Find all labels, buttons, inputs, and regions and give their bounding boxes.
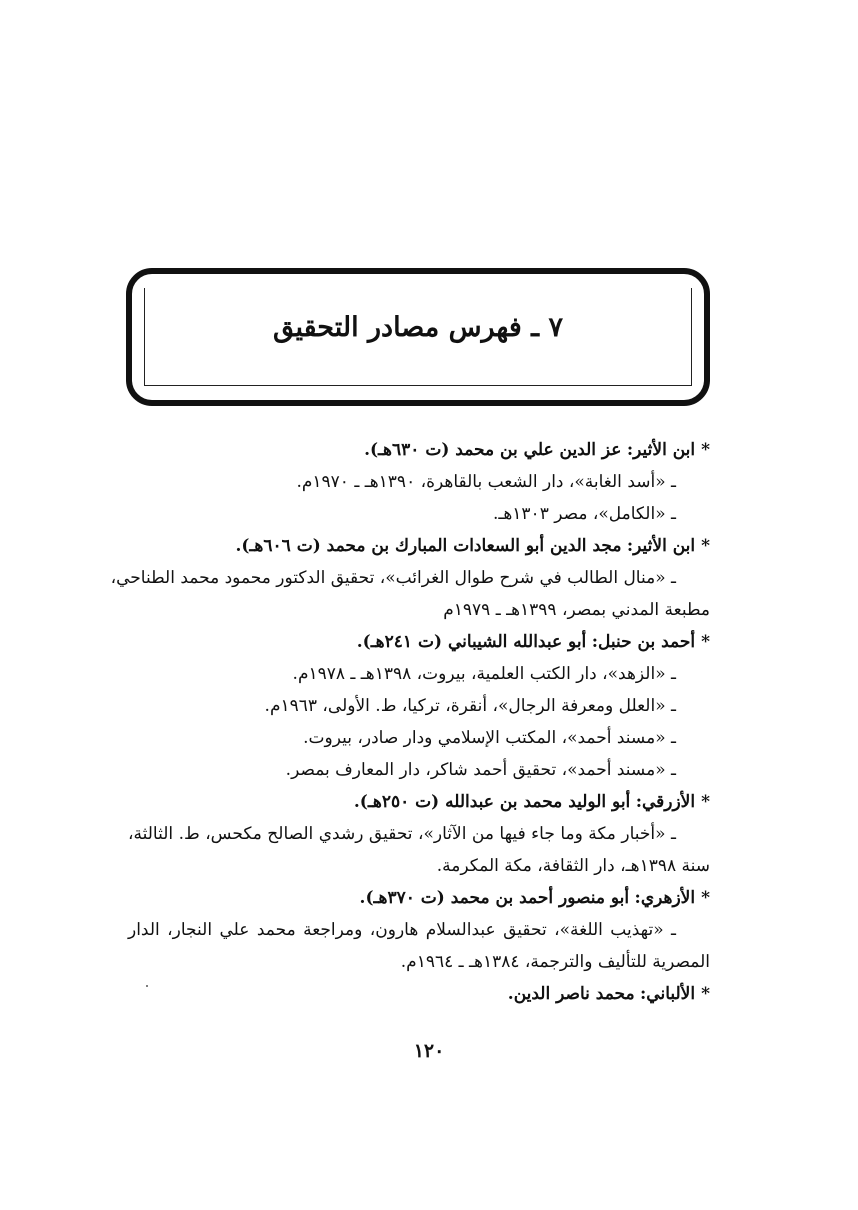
reference-work: ـ «أخبار مكة وما جاء فيها من الآثار»، تحقيق رشدي الصالح مكحس، ط. الثالثة، <box>128 824 676 844</box>
author-details: مجد الدين أبو السعادات المبارك بن محمد (ت ٦٠٦هـ). <box>235 536 622 556</box>
reference-entry <box>128 434 710 466</box>
bullet-star: * <box>701 792 710 812</box>
reference-work-continuation: سنة ١٣٩٨هـ، دار الثقافة، مكة المكرمة. <box>436 856 710 876</box>
reference-entry <box>128 882 710 914</box>
author-name: الألباني: <box>640 984 696 1004</box>
author-details: أبو عبدالله الشيباني (ت ٢٤١هـ). <box>356 632 587 652</box>
reference-work: ـ «الكامل»، مصر ١٣٠٣هـ. <box>492 504 676 524</box>
reference-work: ـ «مسند أحمد»، المكتب الإسلامي ودار صادر، بيروت. <box>303 728 676 748</box>
reference-work: ـ «أسد الغابة»، دار الشعب بالقاهرة، ١٣٩٠هـ ـ ١٩٧٠م. <box>296 472 676 492</box>
author-details: محمد ناصر الدين. <box>507 984 635 1004</box>
reference-work-continuation: مطبعة المدني بمصر، ١٣٩٩هـ ـ ١٩٧٩م <box>443 600 710 620</box>
reference-work: ـ «تهذيب اللغة»، تحقيق عبدالسلام هارون، ومراجعة محمد علي النجار، الدار <box>128 920 676 940</box>
bullet-star: * <box>701 888 710 908</box>
bullet-star: * <box>701 632 710 652</box>
reference-work: ـ «الزهد»، دار الكتب العلمية، بيروت، ١٣٩٨هـ ـ ١٩٧٨م. <box>292 664 676 684</box>
page-number: ١٢٠ <box>413 1040 445 1062</box>
author-name: الأزهري: <box>634 888 696 908</box>
reference-work-continuation: المصرية للتأليف والترجمة، ١٣٨٤هـ ـ ١٩٦٤م. <box>400 952 710 972</box>
author-name: ابن الأثير: <box>626 536 696 556</box>
author-name: ابن الأثير: <box>626 440 696 460</box>
author-details: أبو الوليد محمد بن عبدالله (ت ٢٥٠هـ). <box>353 792 631 812</box>
reference-entry <box>128 626 710 658</box>
author-name: الأزرقي: <box>635 792 696 812</box>
reference-work: ـ «مسند أحمد»، تحقيق أحمد شاكر، دار المعارف بمصر. <box>285 760 676 780</box>
scan-speck <box>146 985 148 987</box>
bullet-star: * <box>701 536 710 556</box>
bullet-star: * <box>701 440 710 460</box>
bullet-star: * <box>701 984 710 1004</box>
reference-entry <box>128 530 710 562</box>
reference-entry <box>128 978 710 1010</box>
reference-entry <box>128 786 710 818</box>
reference-work: ـ «العلل ومعرفة الرجال»، أنقرة، تركيا، ط. الأولى، ١٩٦٣م. <box>264 696 676 716</box>
author-name: أحمد بن حنبل: <box>591 632 696 652</box>
title-frame <box>126 268 710 406</box>
reference-work: ـ «منال الطالب في شرح طوال الغرائب»، تحقيق الدكتور محمود محمد الطناحي، <box>110 568 676 588</box>
section-title: ٧ ـ فهرس مصادر التحقيق <box>272 312 564 343</box>
author-details: عز الدين علي بن محمد (ت ٦٣٠هـ). <box>364 440 622 460</box>
references-list <box>110 434 710 1010</box>
author-details: أبو منصور أحمد بن محمد (ت ٣٧٠هـ). <box>359 888 630 908</box>
